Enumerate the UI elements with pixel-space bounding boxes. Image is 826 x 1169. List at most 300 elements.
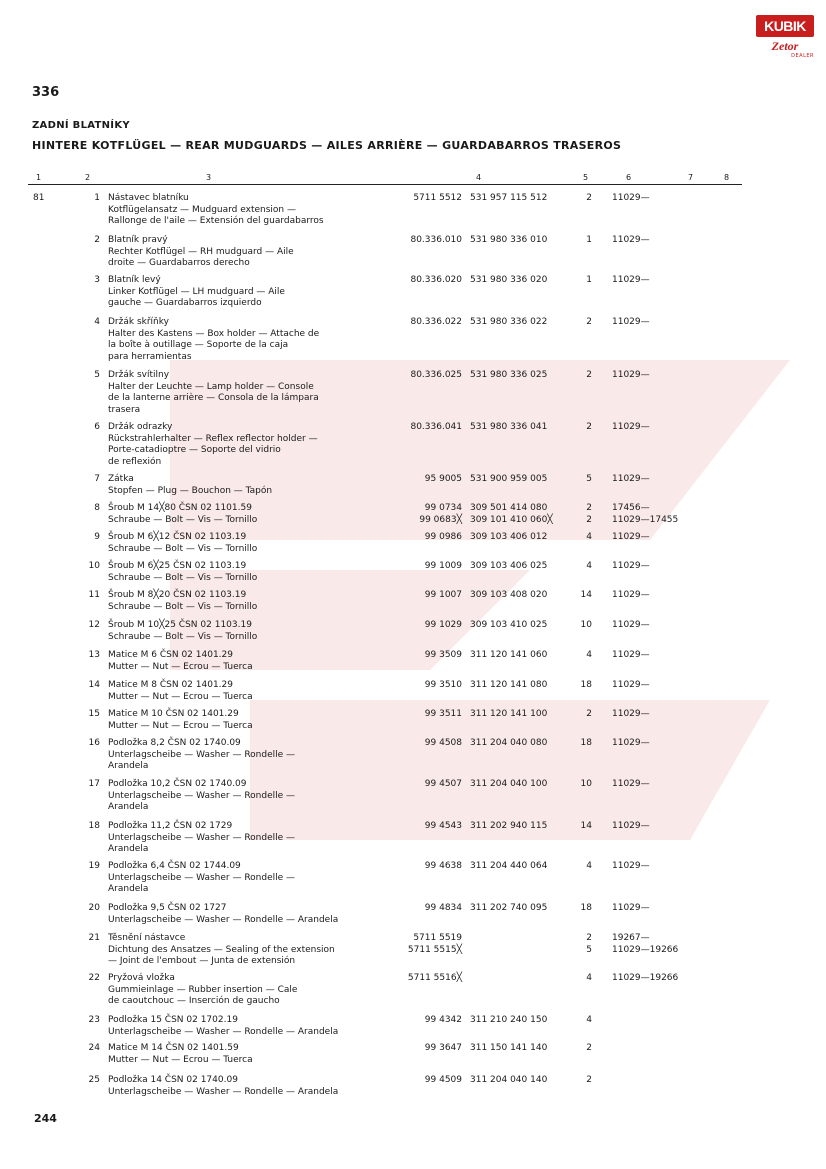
- part-number-short: [398, 933, 462, 956]
- part-number-short-line: 5711 5515╳: [407, 944, 462, 955]
- part-number-long-line: 311 202 740 095: [470, 903, 548, 913]
- item-description-line: Unterlagscheibe — Washer — Rondelle — Arandela: [108, 914, 339, 925]
- quantity: [570, 738, 592, 750]
- quantity-line: 2: [586, 933, 592, 943]
- quantity: [570, 275, 592, 287]
- item-description-line: Unterlagscheibe — Washer — Rondelle —: [108, 790, 296, 801]
- item-description-line: Matice M 6 ČSN 02 1401.29: [108, 650, 233, 660]
- item-description-line: droite — Guardabarros derecho: [108, 258, 250, 268]
- quantity: [570, 1075, 592, 1087]
- item-description-line: trasera: [108, 404, 141, 415]
- item-description-line: Podložka 14 ČSN 02 1740.09: [108, 1075, 238, 1085]
- position-number: 20: [88, 903, 100, 913]
- item-description: [108, 1015, 338, 1038]
- position-number: 5: [94, 370, 100, 380]
- position-number: 3: [94, 275, 100, 285]
- item-description: [108, 1043, 253, 1066]
- item-description-line: Kotflügelansatz — Mudguard extension —: [108, 204, 296, 215]
- item-description-line: Podložka 8,2 ČSN 02 1740.09: [108, 738, 241, 748]
- part-number-short-line: 99 0986: [424, 532, 462, 542]
- quantity-line: 2: [586, 317, 592, 327]
- part-number-short-line: 80.336.025: [410, 370, 462, 380]
- part-number-short-line: 99 0734: [424, 503, 462, 513]
- quantity: [570, 503, 592, 526]
- part-number-long: [470, 779, 547, 791]
- quantity: [570, 590, 592, 602]
- quantity: [570, 650, 592, 662]
- quantity: [570, 933, 592, 956]
- quantity: [570, 317, 592, 329]
- item-description-line: Mutter — Nut — Ecrou — Tuerca: [108, 720, 253, 731]
- part-number-short-line: 80.336.022: [410, 317, 462, 327]
- part-number-long: [470, 620, 547, 632]
- position-number: 24: [88, 1043, 100, 1053]
- quantity: [570, 821, 592, 833]
- item-description: [108, 561, 257, 584]
- quantity-line: 14: [580, 590, 592, 600]
- part-number-long: [470, 275, 547, 287]
- serial-range-line: 11029—: [612, 650, 650, 660]
- item-description-line: Arandela: [108, 761, 149, 771]
- item-description: [108, 779, 295, 814]
- quantity: [570, 779, 592, 791]
- quantity-line: 10: [580, 620, 592, 630]
- part-number-short: [398, 561, 462, 573]
- position-number: 17: [88, 779, 100, 789]
- serial-range: [612, 370, 650, 382]
- serial-range-line: 11029—: [612, 561, 650, 571]
- serial-range: [612, 561, 650, 573]
- position-number: 15: [88, 709, 100, 719]
- part-number-long: [470, 317, 547, 329]
- item-description-line: Mutter — Nut — Ecrou — Tuerca: [108, 1054, 253, 1065]
- item-description-line: la boîte à outillage — Soporte de la caja: [108, 340, 289, 350]
- quantity: [570, 903, 592, 915]
- part-number-long-line: 311 204 440 064: [470, 861, 548, 871]
- item-description-line: Držák svítilny: [108, 370, 170, 380]
- item-description-line: Mutter — Nut — Ecrou — Tuerca: [108, 691, 253, 702]
- part-number-short-line: 99 1029: [424, 620, 462, 630]
- part-number-short-line: 95 9005: [424, 474, 462, 484]
- part-number-long-line: 311 150 141 140: [470, 1043, 548, 1053]
- item-description-line: Gummieinlage — Rubber insertion — Cale: [108, 984, 298, 995]
- quantity-line: 2: [586, 422, 592, 432]
- part-number-short: [398, 738, 462, 750]
- part-number-short-line: 5711 5516╳: [407, 973, 462, 983]
- item-description-line: de caoutchouc — Inserción de gaucho: [108, 996, 280, 1006]
- quantity: [570, 532, 592, 544]
- item-description-line: Arandela: [108, 884, 149, 894]
- item-description: [108, 317, 319, 363]
- serial-range-line: 11029—: [612, 821, 650, 831]
- item-description-line: Schraube — Bolt — Vis — Tornillo: [108, 543, 258, 554]
- item-description-line: Arandela: [108, 844, 149, 854]
- item-description-line: — Joint de l'embout — Junta de extensión: [108, 956, 296, 966]
- serial-range: [612, 650, 650, 662]
- position-number: 23: [88, 1015, 100, 1025]
- part-number-long-line: 311 120 141 080: [470, 680, 548, 690]
- quantity-line: 10: [580, 779, 592, 789]
- position-number: 7: [94, 474, 100, 484]
- quantity-line: 2: [586, 1043, 592, 1053]
- part-number-long: [470, 503, 553, 526]
- part-number-short-line: 80.336.041: [410, 422, 462, 432]
- serial-range: [612, 779, 650, 791]
- item-description-line: Halter des Kastens — Box holder — Attache de: [108, 328, 320, 339]
- item-description: [108, 275, 285, 310]
- item-description-line: Unterlagscheibe — Washer — Rondelle —: [108, 749, 296, 760]
- part-number-long-line: 531 980 336 025: [470, 370, 548, 380]
- part-number-short: [398, 973, 462, 985]
- item-description-line: Arandela: [108, 802, 149, 812]
- item-description-line: Šroub M 6╳12 ČSN 02 1103.19: [108, 532, 247, 542]
- part-number-long-line: 309 101 410 060╳: [470, 514, 553, 525]
- item-description-line: Unterlagscheibe — Washer — Rondelle —: [108, 832, 296, 843]
- serial-range-line: 11029—: [612, 422, 650, 432]
- part-number-short-line: 99 4508: [424, 738, 462, 748]
- part-number-short: [398, 1075, 462, 1087]
- part-number-short: [398, 779, 462, 791]
- serial-range: [612, 532, 650, 544]
- serial-range: [612, 317, 650, 329]
- part-number-long: [470, 709, 547, 721]
- item-description: [108, 861, 295, 896]
- serial-range-line: 11029—19266: [612, 973, 679, 983]
- serial-range: [612, 738, 650, 750]
- column-number-8: 8: [724, 173, 730, 182]
- quantity: [570, 474, 592, 486]
- item-description-line: de la lanterne arrière — Consola de la lámpara: [108, 393, 319, 403]
- serial-range-line: 11029—: [612, 532, 650, 542]
- part-number-long-line: 531 980 336 010: [470, 235, 548, 245]
- serial-range-line: 11029—: [612, 235, 650, 245]
- item-description-line: gauche — Guardabarros izquierdo: [108, 298, 262, 308]
- part-number-short: [398, 1015, 462, 1027]
- part-number-short: [398, 590, 462, 602]
- serial-range: [612, 235, 650, 247]
- item-description-line: Podložka 11,2 ČSN 02 1729: [108, 821, 233, 831]
- serial-range: [612, 903, 650, 915]
- quantity-line: 4: [586, 1015, 592, 1025]
- item-description-line: Podložka 15 ČSN 02 1702.19: [108, 1015, 238, 1025]
- part-number-long: [470, 1043, 547, 1055]
- position-number: 14: [88, 680, 100, 690]
- serial-range: [612, 821, 650, 833]
- part-number-long: [470, 561, 547, 573]
- part-number-long: [470, 474, 547, 486]
- item-description-line: Stopfen — Plug — Bouchon — Tapón: [108, 485, 273, 496]
- item-description-line: Schraube — Bolt — Vis — Tornillo: [108, 514, 258, 525]
- item-description: [108, 474, 272, 497]
- quantity-line: 18: [580, 680, 592, 690]
- item-description: [108, 503, 257, 526]
- position-number: 8: [94, 503, 100, 513]
- item-description-line: Matice M 8 ČSN 02 1401.29: [108, 680, 233, 690]
- position-number: 13: [88, 650, 100, 660]
- serial-range-line: 11029—: [612, 474, 650, 484]
- quantity-line: 14: [580, 821, 592, 831]
- part-number-short-line: 99 4342: [424, 1015, 462, 1025]
- serial-range-line: 11029—: [612, 275, 650, 285]
- kubik-zetor-logo: [756, 15, 814, 63]
- column-number-4: 4: [476, 173, 482, 182]
- quantity-line: 4: [586, 973, 592, 983]
- item-description-line: Rückstrahlerhalter — Reflex reflector holder —: [108, 433, 318, 444]
- part-number-long: [470, 821, 547, 833]
- item-description-line: Podložka 10,2 ČSN 02 1740.09: [108, 779, 247, 789]
- item-description-line: Linker Kotflügel — LH mudguard — Aile: [108, 286, 285, 297]
- item-description-line: Unterlagscheibe — Washer — Rondelle —: [108, 872, 296, 883]
- part-number-short: [398, 532, 462, 544]
- item-description-line: Schraube — Bolt — Vis — Tornillo: [108, 572, 258, 583]
- part-number-long: [470, 1075, 547, 1087]
- position-number: 10: [88, 561, 100, 571]
- quantity-line: 2: [586, 1075, 592, 1085]
- part-number-short: [398, 680, 462, 692]
- part-number-long: [470, 193, 547, 205]
- part-number-short-line: 99 4638: [424, 861, 462, 871]
- part-number-long-line: 309 103 410 025: [470, 620, 548, 630]
- position-number: 25: [88, 1075, 100, 1085]
- quantity: [570, 422, 592, 434]
- part-number-long-line: 311 204 040 100: [470, 779, 548, 789]
- part-number-long: [470, 738, 547, 750]
- quantity: [570, 235, 592, 247]
- position-number: 12: [88, 620, 100, 630]
- part-number-long: [470, 680, 547, 692]
- part-number-long-line: 311 204 040 140: [470, 1075, 548, 1085]
- column-number-5: 5: [583, 173, 589, 182]
- item-description-line: Šroub M 10╳25 ČSN 02 1103.19: [108, 620, 252, 630]
- item-description-line: Unterlagscheibe — Washer — Rondelle — Arandela: [108, 1026, 339, 1037]
- item-description: [108, 709, 253, 732]
- part-number-short-line: 80.336.020: [410, 275, 462, 285]
- position-number: 11: [88, 590, 100, 600]
- part-number-long-line: 309 103 406 012: [470, 532, 548, 542]
- quantity: [570, 620, 592, 632]
- logo-top-text: KUBIK: [756, 15, 814, 37]
- quantity-line: 2: [586, 193, 592, 203]
- item-description-line: Matice M 14 ČSN 02 1401.59: [108, 1043, 239, 1053]
- column-number-1: 1: [36, 173, 42, 182]
- logo-bottom-text: Zetor: [771, 39, 799, 53]
- part-number-short-line: 99 3647: [424, 1043, 462, 1053]
- title-multilingual: HINTERE KOTFLÜGEL — REAR MUDGUARDS — AILES ARRIÈRE — GUARDABARROS TRASEROS: [32, 139, 622, 152]
- serial-range-line: 11029—: [612, 680, 650, 690]
- item-description-line: Šroub M 6╳25 ČSN 02 1103.19: [108, 561, 247, 571]
- item-description: [108, 1075, 338, 1098]
- quantity-line: 1: [586, 235, 592, 245]
- part-number-short-line: 80.336.010: [410, 235, 462, 245]
- quantity-line: 18: [580, 903, 592, 913]
- quantity: [570, 561, 592, 573]
- serial-range-line: 11029—19266: [612, 944, 679, 955]
- part-number-short-line: 5711 5519: [413, 933, 462, 943]
- position-number: 19: [88, 861, 100, 871]
- part-number-long: [470, 370, 547, 382]
- item-description: [108, 973, 297, 1008]
- serial-range-line: 11029—17455: [612, 514, 679, 525]
- item-description-line: Držák skříňky: [108, 317, 169, 327]
- part-number-short: [398, 235, 462, 247]
- part-number-short: [398, 1043, 462, 1055]
- serial-range-line: 17456—: [612, 503, 650, 513]
- item-description-line: Schraube — Bolt — Vis — Tornillo: [108, 631, 258, 642]
- quantity-line: 2: [586, 514, 592, 525]
- part-number-short-line: 5711 5512: [413, 193, 462, 203]
- item-description-line: Blatník pravý: [108, 235, 168, 245]
- item-description-line: Dichtung des Ansatzes — Sealing of the extension: [108, 944, 335, 955]
- quantity: [570, 861, 592, 873]
- part-number-short: [398, 193, 462, 205]
- item-description: [108, 235, 294, 270]
- item-description-line: Rallonge de l'aile — Extensión del guardabarros: [108, 216, 324, 226]
- quantity-line: 4: [586, 532, 592, 542]
- part-number-short: [398, 709, 462, 721]
- item-description: [108, 738, 295, 773]
- item-description: [108, 903, 338, 926]
- figure-number: 81: [33, 193, 45, 203]
- serial-range: [612, 590, 650, 602]
- quantity: [570, 193, 592, 205]
- part-number-long-line: 531 900 959 005: [470, 474, 548, 484]
- part-number-long-line: 311 120 141 100: [470, 709, 548, 719]
- item-description-line: Šroub M 8╳20 ČSN 02 1103.19: [108, 590, 247, 600]
- serial-range-line: 11029—: [612, 590, 650, 600]
- quantity-line: 2: [586, 709, 592, 719]
- part-number-long-line: 311 210 240 150: [470, 1015, 548, 1025]
- position-number: 22: [88, 973, 100, 983]
- item-description-line: Držák odrazky: [108, 422, 173, 432]
- serial-range: [612, 933, 678, 956]
- serial-range: [612, 973, 678, 985]
- serial-range: [612, 680, 650, 692]
- serial-range-line: 19267—: [612, 933, 650, 943]
- item-description-line: Rechter Kotflügel — RH mudguard — Aile: [108, 246, 294, 257]
- item-description-line: Schraube — Bolt — Vis — Tornillo: [108, 601, 258, 612]
- quantity: [570, 370, 592, 382]
- logo-dealer-text: DEALER: [791, 53, 814, 59]
- part-number-long-line: 311 202 940 115: [470, 821, 548, 831]
- part-number-short: [398, 422, 462, 434]
- quantity-line: 4: [586, 650, 592, 660]
- item-description-line: Podložka 9,5 ČSN 02 1727: [108, 903, 227, 913]
- part-number-long: [470, 650, 547, 662]
- part-number-long: [470, 861, 547, 873]
- quantity-line: 4: [586, 861, 592, 871]
- item-description-line: Těsnění nástavce: [108, 933, 186, 943]
- quantity: [570, 1015, 592, 1027]
- part-number-long-line: 311 120 141 060: [470, 650, 548, 660]
- part-number-short: [398, 370, 462, 382]
- part-number-long: [470, 903, 547, 915]
- header-rule: [28, 184, 742, 185]
- part-number-short-line: 99 0683╳: [419, 514, 462, 525]
- item-description-line: Šroub M 14╳80 ČSN 02 1101.59: [108, 503, 252, 513]
- serial-range: [612, 193, 650, 205]
- part-number-short-line: 99 4507: [424, 779, 462, 789]
- item-description-line: Zátka: [108, 474, 134, 484]
- quantity: [570, 973, 592, 985]
- serial-range: [612, 422, 650, 434]
- quantity: [570, 709, 592, 721]
- item-description: [108, 370, 319, 416]
- part-number-short: [398, 903, 462, 915]
- title-czech: ZADNÍ BLATNÍKY: [32, 120, 130, 131]
- item-description-line: Nástavec blatníku: [108, 193, 189, 203]
- item-description: [108, 650, 253, 673]
- quantity: [570, 1043, 592, 1055]
- part-number-short: [398, 275, 462, 287]
- item-description: [108, 590, 257, 613]
- quantity-line: 18: [580, 738, 592, 748]
- item-description-line: Mutter — Nut — Ecrou — Tuerca: [108, 661, 253, 672]
- item-description-line: Halter der Leuchte — Lamp holder — Console: [108, 381, 314, 392]
- item-description: [108, 680, 253, 703]
- position-number: 6: [94, 422, 100, 432]
- column-number-3: 3: [206, 173, 212, 182]
- part-number-short-line: 99 4834: [424, 903, 462, 913]
- item-description-line: Matice M 10 ČSN 02 1401.29: [108, 709, 239, 719]
- part-number-short-line: 99 4543: [424, 821, 462, 831]
- item-description: [108, 933, 335, 968]
- part-number-short: [398, 861, 462, 873]
- position-number: 9: [94, 532, 100, 542]
- item-description-line: para herramientas: [108, 351, 192, 362]
- part-number-long: [470, 422, 547, 434]
- item-description: [108, 620, 257, 643]
- part-number-short-line: 99 1009: [424, 561, 462, 571]
- part-number-short-line: 99 1007: [424, 590, 462, 600]
- serial-range-line: 11029—: [612, 370, 650, 380]
- part-number-short: [398, 503, 462, 526]
- part-number-long-line: 531 980 336 022: [470, 317, 548, 327]
- serial-range-line: 11029—: [612, 317, 650, 327]
- part-number-short: [398, 821, 462, 833]
- part-number-long-line: 311 204 040 080: [470, 738, 548, 748]
- position-number: 1: [94, 193, 100, 203]
- serial-range: [612, 861, 650, 873]
- position-number: 2: [94, 235, 100, 245]
- serial-range-line: 11029—: [612, 903, 650, 913]
- page-number: 244: [34, 1112, 57, 1125]
- quantity-line: 5: [586, 944, 592, 955]
- part-number-long-line: 309 501 414 080: [470, 503, 548, 513]
- position-number: 21: [88, 933, 100, 943]
- quantity: [570, 680, 592, 692]
- part-number-short-line: 99 4509: [424, 1075, 462, 1085]
- quantity-line: 2: [586, 503, 592, 513]
- item-description: [108, 422, 318, 468]
- part-number-long-line: 309 103 408 020: [470, 590, 548, 600]
- part-number-long: [470, 235, 547, 247]
- column-number-2: 2: [85, 173, 91, 182]
- serial-range-line: 11029—: [612, 738, 650, 748]
- column-number-6: 6: [626, 173, 632, 182]
- part-number-long-line: 531 957 115 512: [470, 193, 548, 203]
- item-description: [108, 821, 295, 856]
- section-number: 336: [32, 85, 60, 100]
- item-description-line: Blatník levý: [108, 275, 161, 285]
- part-number-short-line: 99 3511: [424, 709, 462, 719]
- quantity-line: 2: [586, 370, 592, 380]
- serial-range-line: 11029—: [612, 193, 650, 203]
- column-number-7: 7: [688, 173, 694, 182]
- serial-range: [612, 709, 650, 721]
- serial-range: [612, 620, 650, 632]
- serial-range-line: 11029—: [612, 620, 650, 630]
- serial-range: [612, 503, 678, 526]
